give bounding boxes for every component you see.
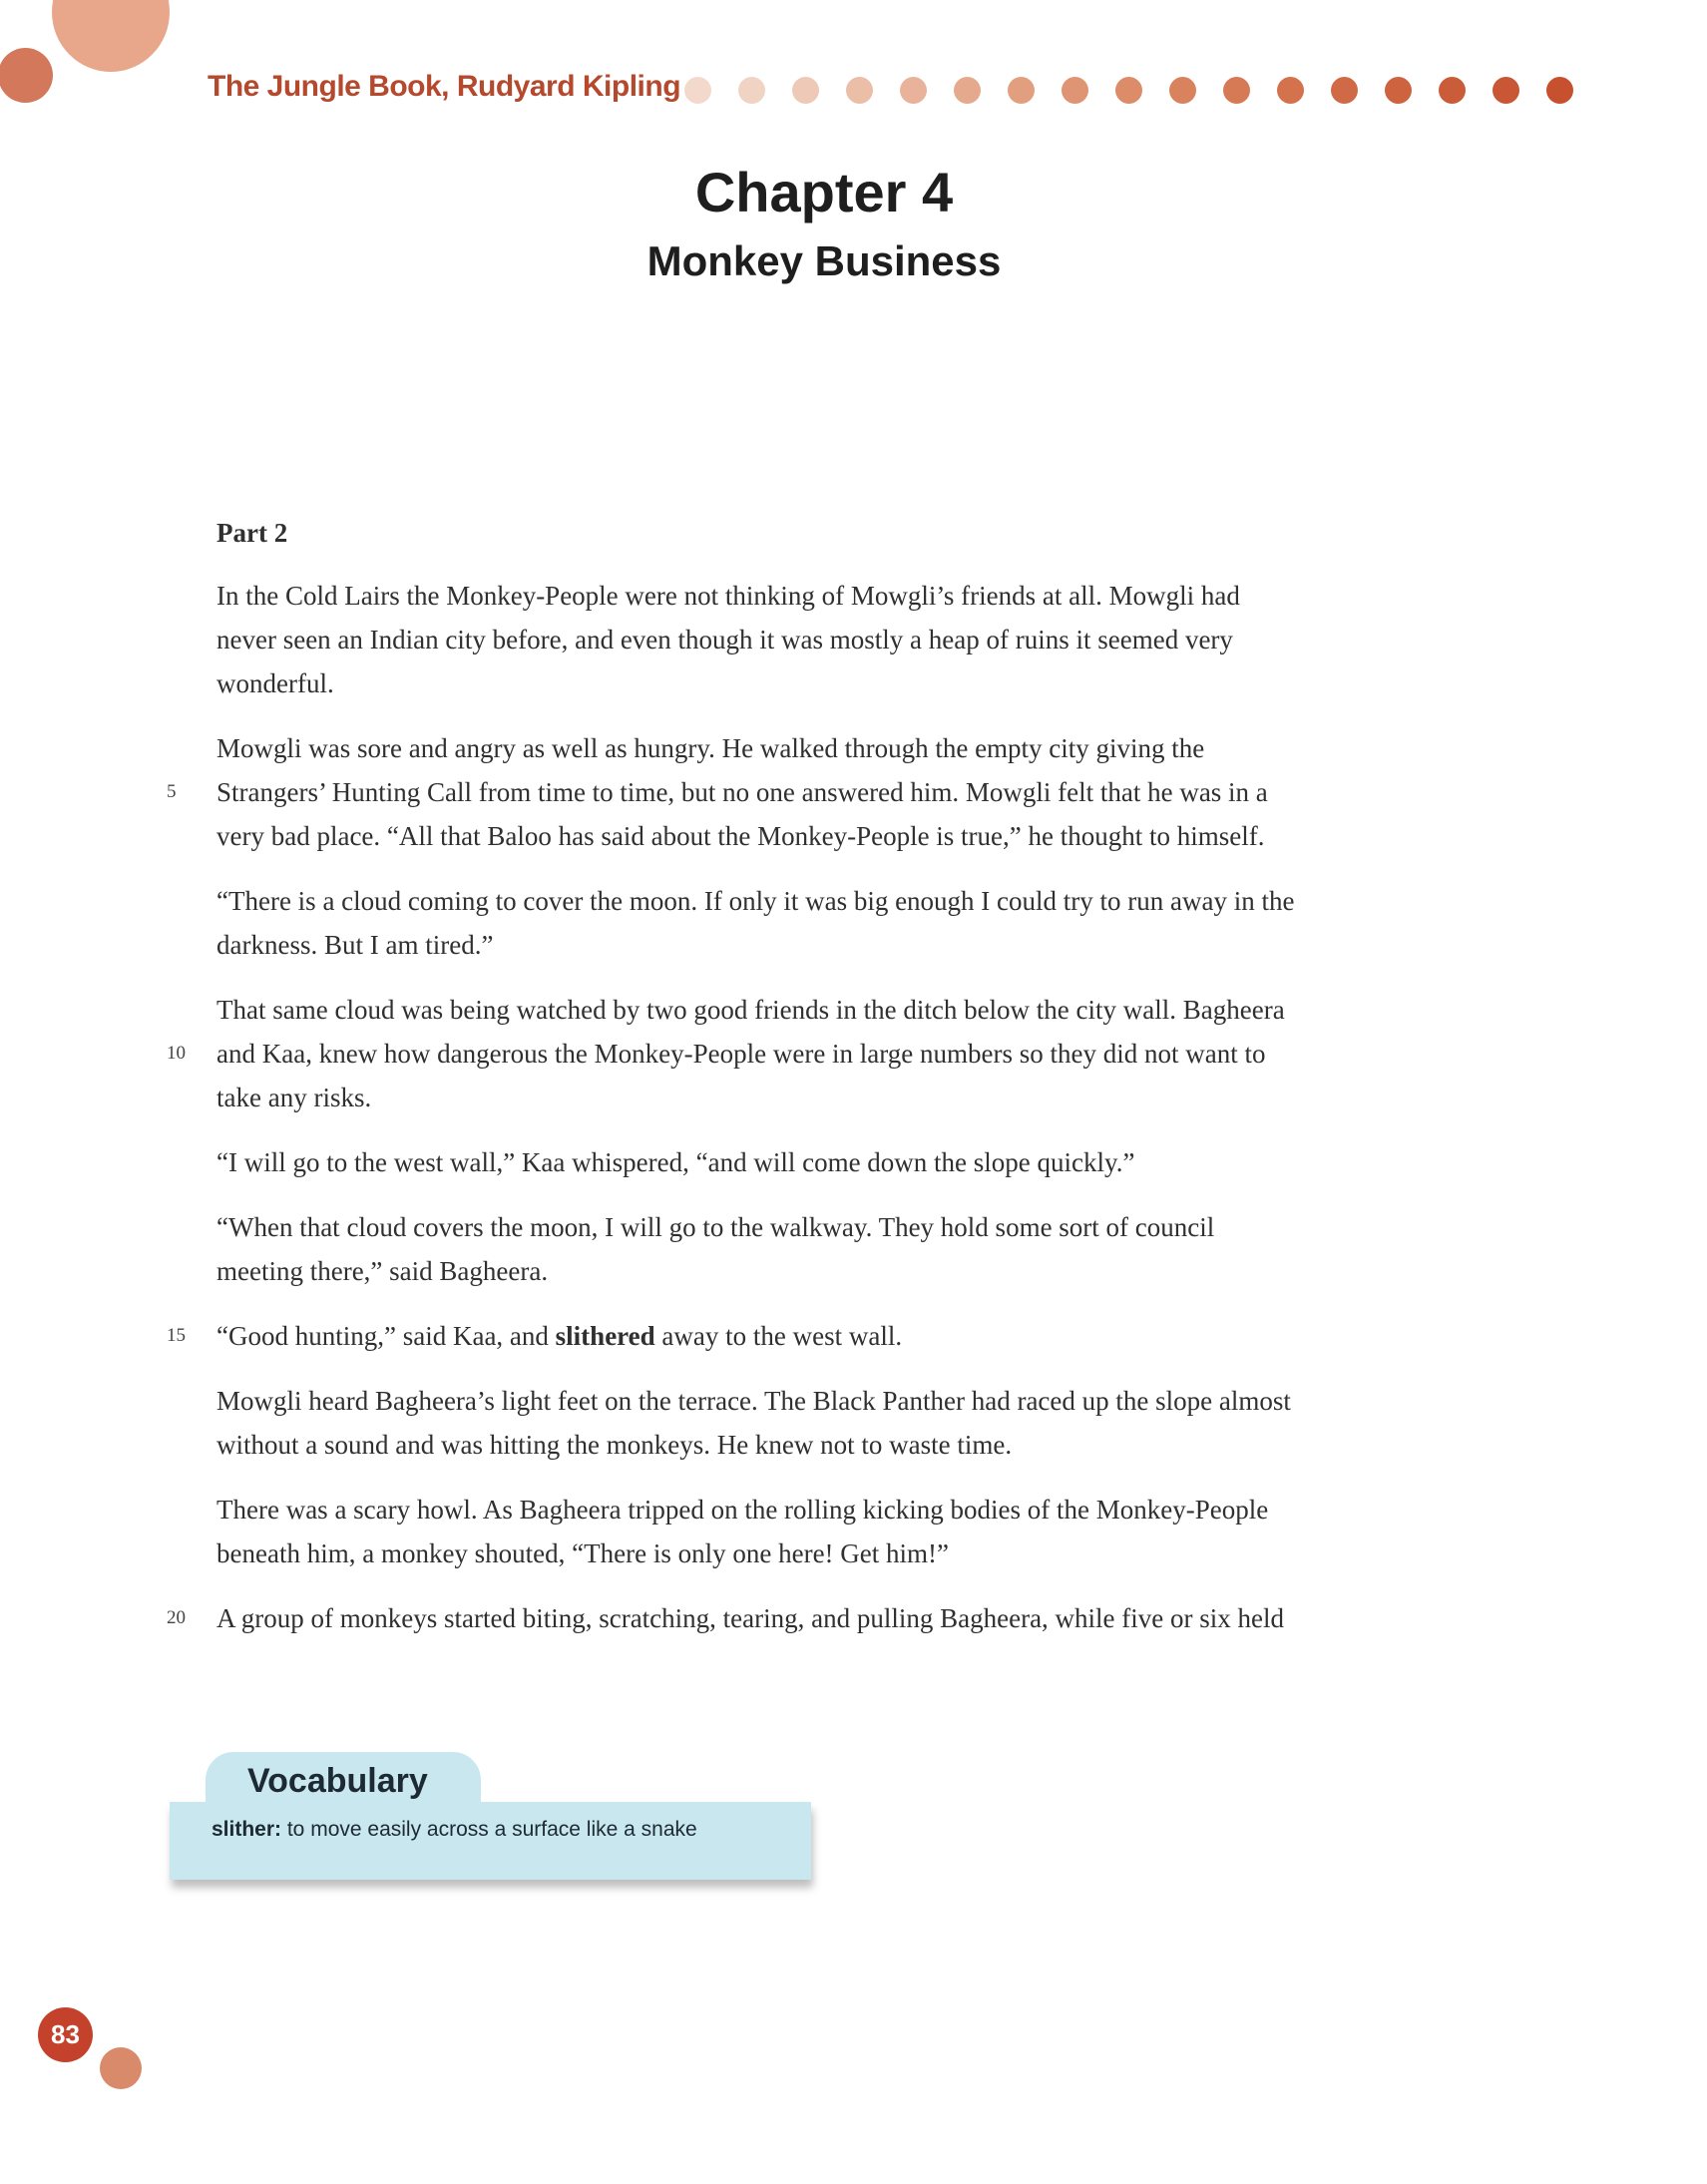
header-dot <box>1439 77 1466 104</box>
text-line <box>216 726 1484 770</box>
paragraph <box>216 1379 1484 1467</box>
paragraph <box>216 1205 1484 1293</box>
header-dot <box>900 77 927 104</box>
paragraph <box>167 726 1484 858</box>
line-text: A group of monkeys started biting, scratching, tearing, and pulling Bagheera, while five or six held <box>216 1603 1284 1633</box>
text-line <box>216 1249 1484 1293</box>
header-dot <box>1546 77 1573 104</box>
line-text: wonderful. <box>216 668 334 698</box>
line-text: darkness. But I am tired.” <box>216 930 494 960</box>
text-line <box>216 1140 1484 1184</box>
vocabulary-term: slither: <box>212 1818 282 1841</box>
line-text: Mowgli heard Bagheera’s light feet on the terrace. The Black Panther had raced up the slope almost <box>216 1386 1291 1416</box>
header-dot <box>1385 77 1412 104</box>
text-line <box>216 1531 1484 1575</box>
line-text: without a sound and was hitting the monkeys. He knew not to waste time. <box>216 1430 1013 1460</box>
line-text: “Good hunting,” said Kaa, and <box>216 1321 556 1351</box>
line-text: “I will go to the west wall,” Kaa whispered, “and will come down the slope quickly.” <box>216 1147 1135 1177</box>
text-line <box>216 814 1484 858</box>
line-number: 10 <box>167 1043 186 1064</box>
chapter-subtitle: Monkey Business <box>646 237 1002 284</box>
line-text: away to the west wall. <box>654 1321 903 1351</box>
bold-vocab-word: slithered <box>555 1321 655 1351</box>
header-dot <box>1277 77 1304 104</box>
chapter-title: Chapter 4 <box>694 161 954 223</box>
decor-circle-large <box>52 0 170 72</box>
header-dot <box>1331 77 1358 104</box>
header-dot <box>846 77 873 104</box>
running-header-title: The Jungle Book, Rudyard Kipling <box>208 70 681 103</box>
line-text: Mowgli was sore and angry as well as hungry. He walked through the empty city giving the <box>216 733 1205 763</box>
text-line <box>216 988 1484 1032</box>
line-number: 20 <box>167 1607 186 1628</box>
line-text: There was a scary howl. As Bagheera tripped on the rolling kicking bodies of the Monkey-People <box>216 1495 1269 1525</box>
text-line <box>167 1596 1484 1640</box>
paragraph <box>167 988 1484 1119</box>
part-heading: Part 2 <box>216 518 288 548</box>
line-text: and Kaa, knew how dangerous the Monkey-People were in large numbers so they did not want to <box>216 1039 1266 1069</box>
text-line <box>216 1423 1484 1467</box>
paragraph <box>216 574 1484 705</box>
header-dot <box>1115 77 1142 104</box>
header-dot <box>792 77 819 104</box>
header-dot <box>1062 77 1088 104</box>
paragraph <box>216 879 1484 967</box>
paragraph <box>216 1488 1484 1575</box>
story-text <box>167 511 1484 1661</box>
text-line <box>216 879 1484 923</box>
line-text: beneath him, a monkey shouted, “There is only one here! Get him!” <box>216 1538 950 1568</box>
paragraph <box>216 1140 1484 1184</box>
text-line <box>167 1032 1484 1076</box>
page-number: 83 <box>38 2007 93 2062</box>
header-dot <box>738 77 765 104</box>
line-text: take any risks. <box>216 1083 372 1112</box>
decor-circle-page <box>100 2047 142 2089</box>
text-line <box>216 574 1484 618</box>
header-dot <box>1223 77 1250 104</box>
text-line <box>216 661 1484 705</box>
paragraph <box>167 1596 1484 1640</box>
line-text: very bad place. “All that Baloo has said about the Monkey-People is true,” he thought to himself. <box>216 821 1265 851</box>
line-text: In the Cold Lairs the Monkey-People were not thinking of Mowgli’s friends at all. Mowgli had <box>216 581 1240 611</box>
text-line <box>167 1314 1484 1358</box>
line-text: “When that cloud covers the moon, I will go to the walkway. They hold some sort of council <box>216 1212 1215 1242</box>
header-dot <box>1008 77 1035 104</box>
text-line <box>216 1379 1484 1423</box>
line-text: That same cloud was being watched by two good friends in the ditch below the city wall. Bagheera <box>216 995 1285 1025</box>
line-text: Strangers’ Hunting Call from time to time, but no one answered him. Mowgli felt that he was in a <box>216 777 1268 807</box>
text-line <box>216 1076 1484 1119</box>
line-number: 5 <box>167 781 177 802</box>
text-line <box>216 1205 1484 1249</box>
text-line <box>216 923 1484 967</box>
text-line <box>167 770 1484 814</box>
text-line <box>216 1488 1484 1531</box>
line-text: “There is a cloud coming to cover the moon. If only it was big enough I could try to run away in the <box>216 886 1295 916</box>
line-number: 15 <box>167 1325 186 1346</box>
text-line <box>216 618 1484 661</box>
header-dot <box>954 77 981 104</box>
paragraph <box>167 1314 1484 1358</box>
vocabulary-title: Vocabulary <box>247 1762 428 1800</box>
paragraph-list <box>167 574 1484 1640</box>
vocabulary-meaning: to move easily across a surface like a snake <box>281 1818 697 1841</box>
header-dot <box>684 77 711 104</box>
header-dot <box>1169 77 1196 104</box>
line-text: meeting there,” said Bagheera. <box>216 1256 549 1286</box>
vocabulary-definition <box>212 1818 697 1842</box>
line-text: never seen an Indian city before, and even though it was mostly a heap of ruins it seemed very <box>216 625 1233 655</box>
decor-circle-small <box>0 48 53 103</box>
header-dot-row <box>684 77 1600 104</box>
header-dot <box>1493 77 1519 104</box>
